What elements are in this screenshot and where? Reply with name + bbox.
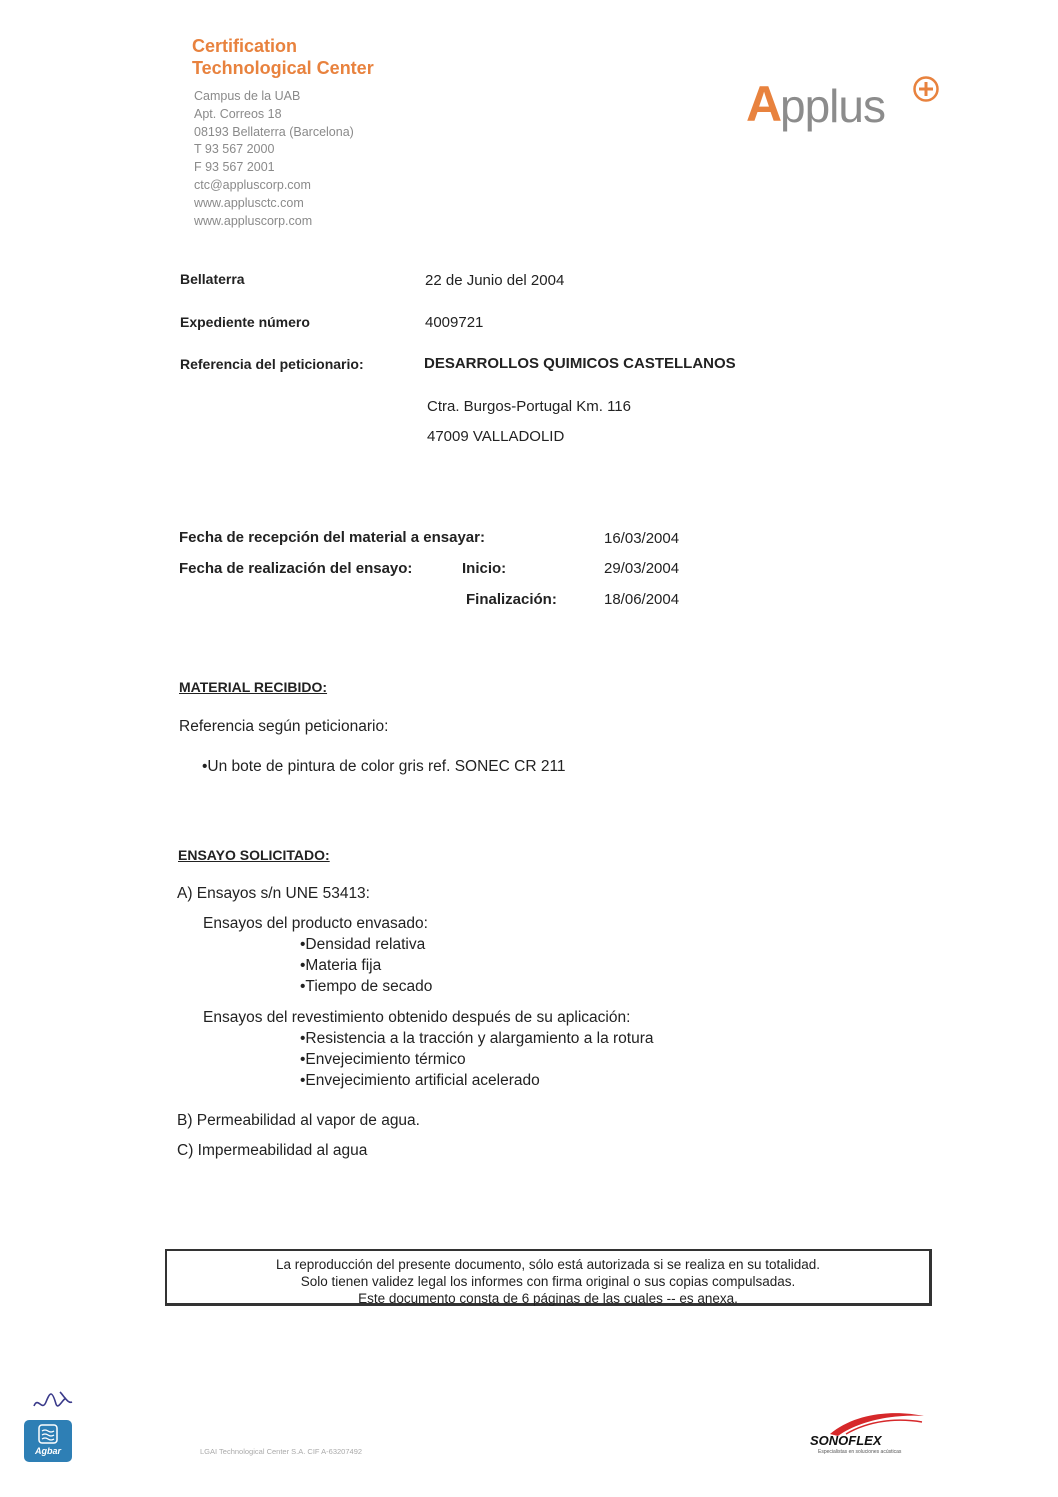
tests-a-line: A) Ensayos s/n UNE 53413:	[177, 885, 370, 902]
applus-logo: A pplus	[746, 72, 946, 136]
notice-line1: La reproducción del presente documento, sólo está autorizada si se realiza en su totalidad.	[275, 1257, 821, 1272]
company-name: DESARROLLOS QUIMICOS CASTELLANOS	[424, 355, 736, 372]
address-line: Campus de la UAB	[194, 89, 301, 103]
packaged-heading: Ensayos del producto envasado:	[203, 915, 428, 932]
company-address-line2: 47009 VALLADOLID	[427, 428, 565, 445]
realization-label: Fecha de realización del ensayo:	[179, 560, 413, 577]
end-date: 18/06/2004	[604, 591, 680, 608]
file-label: Expediente número	[180, 314, 310, 330]
signature-mark	[30, 1382, 76, 1418]
center-title	[192, 35, 374, 79]
address-line: Apt. Correos 18	[194, 106, 282, 121]
tests-heading: ENSAYO SOLICITADO:	[178, 847, 330, 863]
company-address-line1: Ctra. Burgos-Portugal Km. 116	[427, 398, 631, 415]
reception-date: 16/03/2004	[604, 530, 680, 547]
address-line: T 93 567 2000	[194, 142, 275, 157]
packaged-item: •Tiempo de secado	[300, 978, 433, 995]
notice-line3: Este documento consta de 6 páginas de las cuales -- es anexa.	[358, 1291, 738, 1306]
reception-label: Fecha de recepción del material a ensayar:	[179, 529, 485, 546]
end-label: Finalización:	[466, 591, 557, 608]
center-title-line2: Technological Center	[192, 58, 374, 78]
tests-c-line: C) Impermeabilidad al agua	[177, 1142, 368, 1159]
material-item: •Un bote de pintura de color gris ref. SONEC CR 211	[202, 758, 566, 775]
start-label: Inicio:	[462, 560, 507, 577]
coating-item: •Envejecimiento artificial acelerado	[300, 1072, 540, 1089]
place-label: Bellaterra	[180, 271, 245, 287]
footer-legal: LGAI Technological Center S.A. CIF A-63207492	[200, 1447, 363, 1456]
packaged-item: •Materia fija	[300, 957, 382, 974]
address-line: www.applusctc.com	[194, 195, 304, 210]
center-title-line1: Certification	[192, 36, 298, 56]
sonoflex-logo	[808, 1410, 928, 1460]
waves-icon	[38, 1424, 58, 1444]
coating-item: •Envejecimiento térmico	[300, 1051, 466, 1068]
plus-circle-icon	[912, 75, 940, 103]
packaged-item: •Densidad relativa	[300, 936, 426, 953]
agbar-logo	[24, 1420, 72, 1462]
address-block	[194, 88, 354, 230]
address-line: F 93 567 2001	[194, 160, 275, 175]
material-heading: MATERIAL RECIBIDO:	[179, 679, 328, 695]
tests-b-line: B) Permeabilidad al vapor de agua.	[177, 1112, 420, 1129]
notice-line2: Solo tienen validez legal los informes con firma original o sus copias compulsadas.	[300, 1274, 796, 1289]
coating-item: •Resistencia a la tracción y alargamiento a la rotura	[300, 1030, 654, 1047]
coating-heading: Ensayos del revestimiento obtenido después de su aplicación:	[203, 1009, 631, 1026]
address-line: ctc@appluscorp.com	[194, 177, 311, 192]
material-ref-line: Referencia según peticionario:	[179, 718, 389, 735]
ref-label: Referencia del peticionario:	[180, 356, 364, 372]
address-line: www.appluscorp.com	[194, 213, 313, 228]
legal-notice-box	[165, 1249, 932, 1306]
file-number: 4009721	[425, 314, 484, 331]
sonoflex-text: SONOFLEX	[810, 1433, 882, 1448]
address-line: 08193 Bellaterra (Barcelona)	[194, 124, 354, 139]
sonoflex-tagline: Especialistas en soluciones acústicas	[818, 1449, 902, 1455]
agbar-text: Agbar	[34, 1446, 61, 1456]
document-date: 22 de Junio del 2004	[425, 272, 565, 289]
start-date: 29/03/2004	[604, 560, 680, 577]
